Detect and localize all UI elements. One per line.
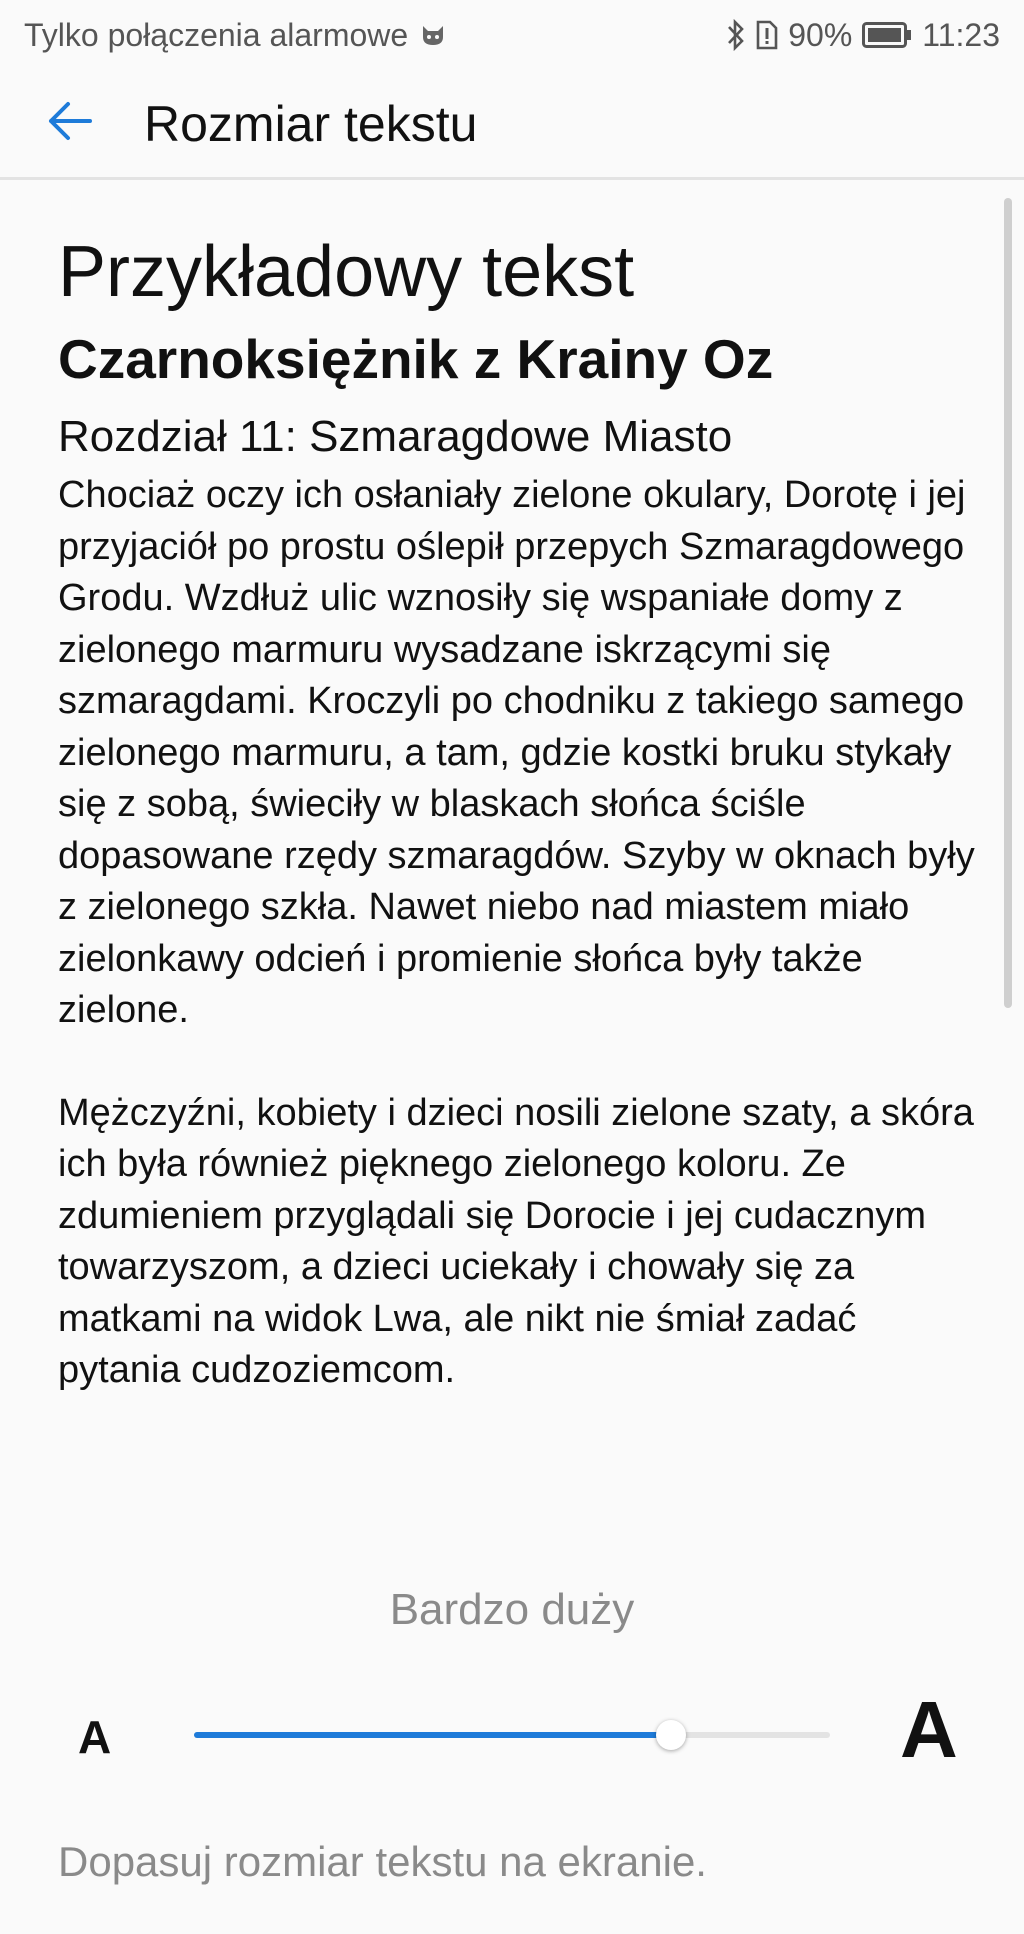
book-title: Czarnoksiężnik z Krainy Oz xyxy=(58,328,774,390)
large-text-icon: A xyxy=(900,1685,958,1774)
app-bar xyxy=(0,70,1024,180)
alert-sim-icon xyxy=(756,20,778,50)
status-right xyxy=(726,17,1000,54)
sample-heading: Przykładowy tekst xyxy=(58,232,635,312)
bluetooth-icon xyxy=(726,18,746,52)
carrier-text: Tylko połączenia alarmowe xyxy=(24,16,409,53)
arrow-left-icon xyxy=(46,97,94,150)
scrollbar[interactable] xyxy=(1004,198,1012,1008)
slider-thumb[interactable] xyxy=(656,1720,686,1750)
text-size-slider[interactable] xyxy=(194,1720,830,1750)
chapter-title: Rozdział 11: Szmaragdowe Miasto xyxy=(58,412,733,461)
slider-fill xyxy=(194,1732,671,1738)
clock: 11:23 xyxy=(922,16,1000,53)
battery-icon xyxy=(862,22,912,48)
status-left xyxy=(24,17,446,54)
battery-percent: 90% xyxy=(788,16,853,53)
small-text-icon: A xyxy=(78,1711,112,1763)
back-button[interactable] xyxy=(24,78,116,170)
text-preview xyxy=(58,230,978,1397)
preview-paragraph-1: Chociaż oczy ich osłaniały zielone okulary, Dorotę i jej przyjaciół po prostu oślepił przepych Szmaragdowego Grodu. Wzdłuż ulic wznosiły się wspaniałe domy z zielonego marmuru wysadzane iskrzącymi się szmaragdami. Kroczyli po chodniku z takiego samego zielonego marmuru, a tam, gdzie kostki bruku stykały się z sobą, świeciły w blaskach słońca ściśle dopasowane rzędy szmaragdów. Szyby w oknach były z zielonego szkła. Nawet niebo nad miastem miało zielonkawy odcień i promienie słońca były także zielone. xyxy=(58,474,975,1031)
notification-cat-icon xyxy=(420,23,446,47)
status-bar xyxy=(0,0,1024,70)
current-size-label: Bardzo duży xyxy=(389,1585,635,1634)
preview-paragraph-2: Mężczyźni, kobiety i dzieci nosili zielone szaty, a skóra ich była również pięknego zielonego koloru. Ze zdumieniem przyglądali się Dorocie i jej cudacznym towarzyszom, a dzieci uciekały i chowały się za matkami na widok Lwa, ale nikt nie śmiał zadać pytania cudzoziemcom. xyxy=(58,1091,974,1391)
page-title: Rozmiar tekstu xyxy=(144,95,478,152)
footer-hint: Dopasuj rozmiar tekstu na ekranie. xyxy=(58,1838,707,1885)
